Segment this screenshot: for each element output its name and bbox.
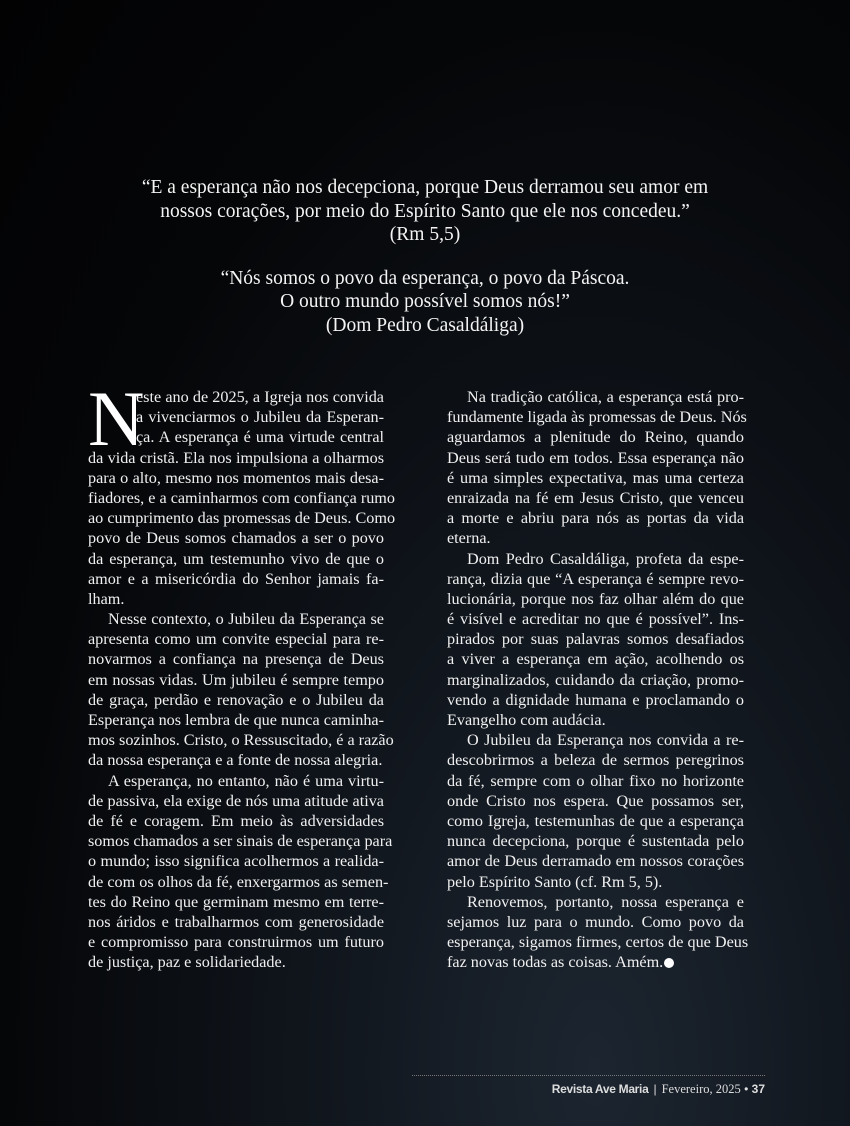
text-line: é uma simples expectativa, mas uma certeza	[447, 468, 744, 487]
epigraph-romans	[0, 176, 850, 247]
text-line: para o alto, mesmo nos momentos mais desa-	[88, 468, 384, 487]
text-line: eterna.	[447, 529, 491, 548]
text-line: de justiça, paz e solidariedade.	[88, 953, 286, 972]
line	[447, 407, 747, 427]
text-line: a morte e abriu para nós as portas da vida	[447, 509, 744, 528]
line	[447, 488, 744, 508]
text-line: Evangelho com audácia.	[447, 711, 606, 729]
line	[88, 690, 384, 710]
text-line: como Igreja, testemunhas de que a esperança	[447, 811, 744, 830]
text-line: é visível e acreditar no que é possível”. Ins-	[447, 610, 744, 629]
paragraph	[447, 892, 749, 973]
line	[447, 448, 744, 468]
footer-divider	[412, 1075, 765, 1076]
text-line: de graça, perdão e renovação e o Jubileu da	[88, 690, 384, 709]
text-line: e compromisso para construirmos um futuro	[88, 933, 384, 952]
text-line: somos chamados a ser sinais de esperança para	[88, 832, 393, 851]
epigraph-casaldaliga	[0, 267, 850, 338]
line	[447, 791, 744, 811]
paragraph	[447, 549, 744, 731]
text-line: esperança, sigamos firmes, certos de que Deus	[447, 933, 749, 952]
text-line: em nossas vidas. Um jubileu é sempre tempo	[88, 670, 384, 689]
line	[447, 851, 744, 871]
line	[447, 549, 744, 569]
drop-cap: N	[88, 375, 145, 462]
text-line: a viver a esperança em ação, acolhendo os	[447, 650, 744, 669]
line	[88, 872, 389, 892]
text-line: Deus será tudo em todos. Essa esperança não	[447, 448, 744, 467]
line	[88, 710, 384, 730]
text-line: da esperança, um testemunho vivo de que o	[88, 549, 384, 568]
text-line: Renovemos, portanto, nossa esperança e	[467, 892, 744, 911]
text-line: de passiva, ela exige de nós uma atitude ativa	[88, 791, 384, 810]
end-mark-icon	[664, 958, 674, 968]
line	[447, 609, 744, 629]
line	[88, 629, 384, 649]
footer-separator: |	[653, 1082, 657, 1096]
footer-bullet: •	[744, 1082, 749, 1096]
text-line: sejamos luz para o mundo. Como povo da	[447, 912, 744, 931]
line	[447, 750, 744, 770]
page-footer	[552, 1082, 765, 1097]
line	[88, 791, 384, 811]
line	[447, 649, 744, 669]
line	[88, 549, 384, 569]
text-line: lham.	[88, 589, 125, 608]
line	[447, 468, 744, 488]
line	[88, 670, 384, 690]
text-line: onde Cristo nos espera. Que possamos ser,	[447, 791, 744, 810]
text-line: este ano de 2025, a Igreja nos convida	[136, 388, 384, 406]
text-line: vendo a dignidade humana e proclamando o	[447, 690, 744, 709]
line	[447, 952, 744, 972]
line	[88, 912, 384, 932]
text-line: pirados por suas palavras somos desafiados	[447, 630, 744, 649]
text-line: ao cumprimento das promessas de Deus. Como	[88, 509, 396, 528]
line	[447, 892, 744, 912]
paragraph	[447, 730, 744, 892]
text-line: mos sozinhos. Cristo, o Ressuscitado, é a razão	[88, 731, 394, 750]
text-line: rança, dizia que “A esperança é sempre revo-	[447, 569, 744, 588]
line	[447, 508, 744, 528]
line	[88, 649, 384, 669]
paragraph	[88, 771, 393, 973]
line	[88, 750, 384, 770]
line	[447, 710, 744, 730]
line	[88, 952, 384, 972]
line	[88, 569, 384, 589]
text-line: Na tradição católica, a esperança está pro-	[467, 388, 744, 406]
line	[447, 811, 744, 831]
text-line: povo de Deus somos chamados a ser o povo	[88, 529, 384, 548]
issue-date: Fevereiro, 2025	[661, 1082, 741, 1096]
line	[88, 468, 384, 488]
text-line: ça. A esperança é uma virtude central	[136, 428, 384, 447]
line	[447, 932, 749, 952]
text-line: Dom Pedro Casaldáliga, profeta da espe-	[467, 549, 744, 568]
text-line: A esperança, no entanto, não é uma virtu-	[108, 771, 384, 790]
article-column-left	[88, 375, 396, 972]
line	[88, 528, 384, 548]
text-line: da fé, sempre com o olhar fixo no horizonte	[447, 771, 744, 790]
line	[447, 831, 744, 851]
line	[447, 589, 744, 609]
text-line: amor e a misericórdia do Senhor jamais fa-	[88, 569, 384, 588]
line	[88, 488, 395, 508]
line	[88, 730, 394, 750]
text-line: tes do Reino que germinam mesmo em terre-	[88, 892, 384, 911]
line	[447, 912, 744, 932]
epigraph-citation: (Rm 5,5)	[389, 224, 461, 245]
text-line: marginalizados, cuidando da criação, promo-	[447, 670, 744, 689]
line	[88, 851, 384, 871]
line	[447, 569, 744, 589]
line	[447, 771, 744, 791]
text-line: fundamente ligada às promessas de Deus. Nós	[447, 408, 747, 427]
epigraph-line: “Nós somos o povo da esperança, o povo da Páscoa.	[220, 267, 630, 289]
line	[447, 629, 744, 649]
text-line: novarmos a confiança na presença de Deus	[88, 650, 384, 669]
line	[88, 508, 396, 528]
line	[88, 831, 393, 851]
line	[447, 872, 744, 892]
text-line: enraizada na fé em Jesus Cristo, que venceu	[447, 488, 744, 507]
text-line: amor de Deus derramado em nossos corações	[447, 852, 744, 871]
page-number: 37	[751, 1082, 765, 1096]
text-line: Esperança nos lembra de que nunca caminha-	[88, 711, 384, 729]
line	[447, 670, 744, 690]
magazine-name: Revista Ave Maria	[551, 1082, 649, 1096]
line	[447, 387, 744, 407]
text-line: a vivenciarmos o Jubileu da Esperan-	[136, 408, 384, 427]
epigraph-line: “E a esperança não nos decepciona, porque Deus derramou seu amor em	[141, 177, 709, 198]
line	[88, 932, 384, 952]
text-line: apresenta como um convite especial para re-	[88, 630, 384, 649]
line	[447, 528, 744, 548]
text-line: nos áridos e trabalharmos com generosidade	[88, 912, 384, 931]
text-line: de fé e coragem. Em meio às adversidades	[88, 811, 384, 830]
line	[447, 730, 744, 750]
text-line: da vida cristã. Ela nos impulsiona a olharmos	[88, 448, 384, 467]
text-line: Nesse contexto, o Jubileu da Esperança se	[108, 610, 384, 629]
line	[88, 771, 384, 791]
line	[88, 589, 384, 609]
line	[88, 811, 384, 831]
paragraph	[88, 609, 394, 771]
epigraph-citation: (Dom Pedro Casaldáliga)	[325, 314, 525, 336]
text-line: fiadores, e a caminharmos com confiança rumo	[88, 488, 395, 507]
text-line: pelo Espírito Santo (cf. Rm 5, 5).	[447, 872, 663, 891]
paragraph	[447, 387, 747, 549]
text-line: aguardamos a plenitude do Reino, quando	[447, 428, 744, 447]
line	[447, 427, 744, 447]
text-line: o mundo; isso significa acolhermos a realida-	[88, 852, 384, 871]
epigraph-line: O outro mundo possível somos nós!”	[280, 291, 570, 312]
epigraphs	[0, 176, 850, 357]
epigraph-line: nossos corações, por meio do Espírito Santo que ele nos concedeu.”	[160, 200, 690, 222]
text-line: de com os olhos da fé, enxergarmos as semen-	[88, 872, 389, 891]
line	[88, 609, 384, 629]
line	[88, 892, 384, 912]
text-line: faz novas todas as coisas. Amém.	[447, 953, 664, 972]
text-line: O Jubileu da Esperança nos convida a re-	[467, 731, 744, 750]
article-column-right	[447, 387, 749, 972]
text-line: nunca decepciona, porque é sustentada pelo	[447, 832, 744, 851]
text-line: descobrirmos a beleza de sermos peregrinos	[447, 751, 744, 770]
text-line: lucionária, porque nos faz olhar além do que	[447, 589, 744, 608]
line	[447, 690, 744, 710]
text-line: da nossa esperança e a fonte de nossa alegria.	[88, 751, 383, 770]
